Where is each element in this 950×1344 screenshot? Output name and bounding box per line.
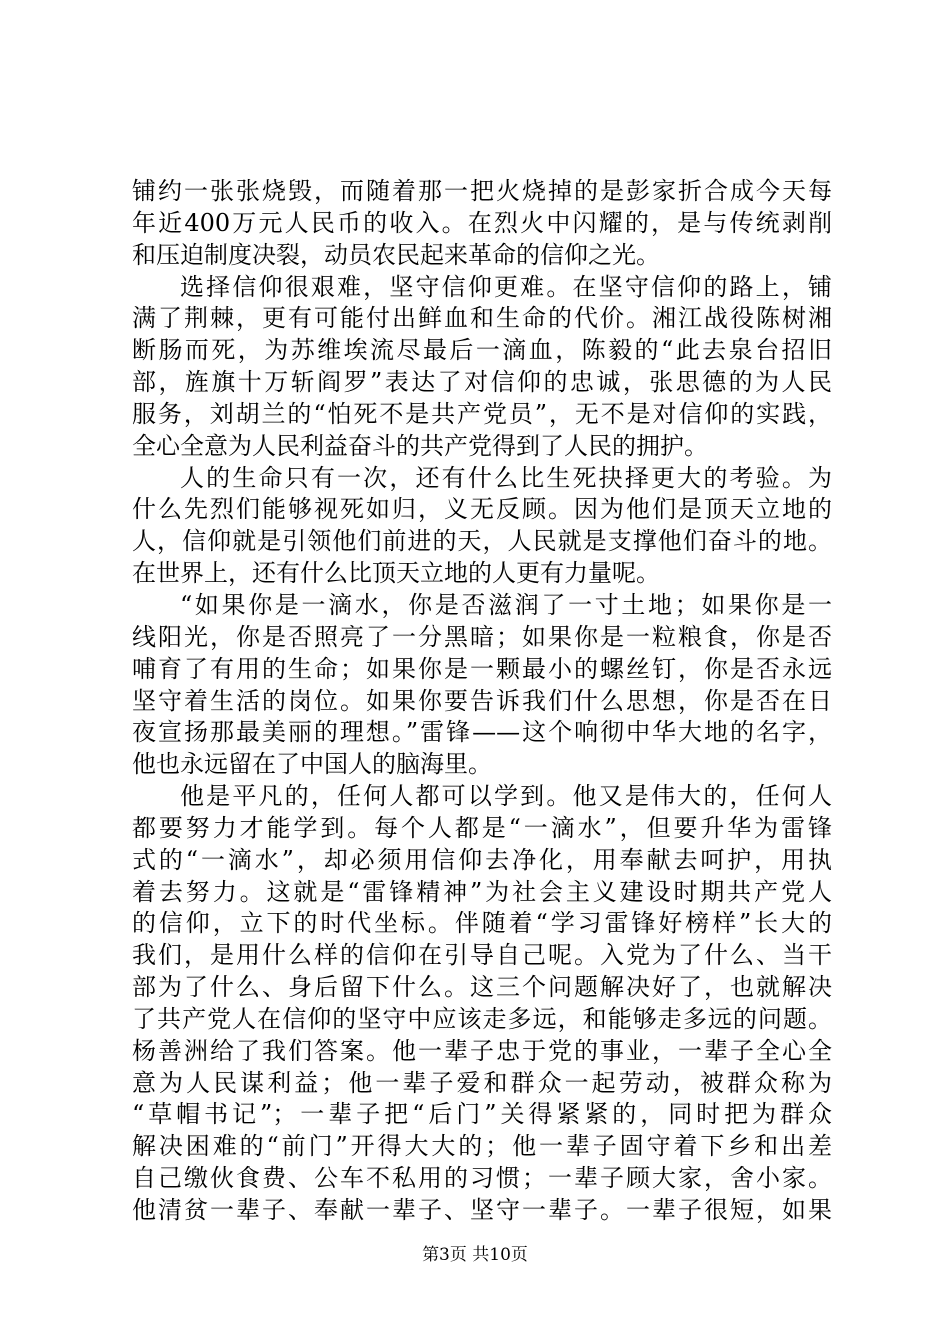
paragraph-first-line: 他是平凡的，任何人都可以学到。他又是伟大的，任何人 [180, 782, 832, 811]
text-line: 式的“一滴水”，却必须用信仰去净化，用奉献去呵护，用执 [132, 845, 832, 874]
paragraph-first-line: 选择信仰很艰难，坚守信仰更难。在坚守信仰的路上，铺 [180, 272, 832, 301]
text-line: “草帽书记”；一辈子把“后门”关得紧紧的，同时把为群众 [132, 1100, 832, 1129]
text-line: 和压迫制度决裂，动员农民起来革命的信仰之光。 [132, 240, 660, 269]
text-line: 我们，是用什么样的信仰在引导自己呢。入党为了什么、当干 [132, 941, 832, 970]
paragraph-first-line: “如果你是一滴水，你是否滋润了一寸土地；如果你是一 [180, 590, 832, 619]
text-line: 哺育了有用的生命；如果你是一颗最小的螺丝钉，你是否永远 [132, 654, 832, 683]
text-line: 线阳光，你是否照亮了一分黑暗；如果你是一粒粮食，你是否 [132, 622, 832, 651]
page-number-footer: 第3页 共10页 [422, 1245, 528, 1265]
document-body [132, 176, 832, 1227]
text-line: 铺约一张张烧毁，而随着那一把火烧掉的是彭家折合成今天每 [132, 177, 832, 205]
text-line: 夜宣扬那最美丽的理想。”雷锋——这个响彻中华大地的名字， [132, 718, 832, 747]
text-line: 了共产党人在信仰的坚守中应该走多远，和能够走多远的问题。 [132, 1004, 832, 1033]
text-line: 全心全意为人民利益奋斗的共产党得到了人民的拥护。 [132, 431, 708, 460]
text-line: 部为了什么、身后留下什么。这三个问题解决好了，也就解决 [132, 973, 832, 1002]
text-line: 他清贫一辈子、奉献一辈子、坚守一辈子。一辈子很短，如果 [132, 1196, 832, 1224]
text-line: 着去努力。这就是“雷锋精神”为社会主义建设时期共产党人 [132, 877, 832, 906]
text-line: 部，旌旗十万斩阎罗”表达了对信仰的忠诚，张思德的为人民 [132, 368, 832, 397]
text-line: 意为人民谋利益；他一辈子爱和群众一起劳动，被群众称为 [132, 1068, 832, 1097]
text-line: 他也永远留在了中国人的脑海里。 [132, 750, 492, 779]
text-line: 都要努力才能学到。每个人都是“一滴水”，但要升华为雷锋 [132, 813, 832, 842]
text-line: 什么先烈们能够视死如归，义无反顾。因为他们是顶天立地的 [132, 495, 832, 524]
text-line: 服务，刘胡兰的“怕死不是共产党员”，无不是对信仰的实践， [132, 399, 832, 428]
text-line: 解决困难的“前门”开得大大的；他一辈子固守着下乡和出差 [132, 1132, 832, 1161]
text-line: 在世界上，还有什么比顶天立地的人更有力量呢。 [132, 559, 660, 588]
text-line: 满了荆棘，更有可能付出鲜血和生命的代价。湘江战役陈树湘 [132, 304, 832, 333]
text-line: 自己缴伙食费、公车不私用的习惯；一辈子顾大家，舍小家。 [132, 1164, 832, 1193]
text-line: 的信仰，立下的时代坐标。伴随着“学习雷锋好榜样”长大的 [132, 909, 832, 938]
text-line: 年近400万元人民币的收入。在烈火中闪耀的，是与传统剥削 [132, 208, 832, 237]
paragraph-first-line: 人的生命只有一次，还有什么比生死抉择更大的考验。为 [180, 463, 832, 492]
text-line: 人，信仰就是引领他们前进的天，人民就是支撑他们奋斗的地。 [132, 527, 832, 556]
text-line: 断肠而死，为苏维埃流尽最后一滴血，陈毅的“此去泉台招旧 [132, 336, 832, 365]
text-line: 杨善洲给了我们答案。他一辈子忠于党的事业，一辈子全心全 [132, 1036, 832, 1065]
text-line: 坚守着生活的岗位。如果你要告诉我们什么思想，你是否在日 [132, 686, 832, 715]
